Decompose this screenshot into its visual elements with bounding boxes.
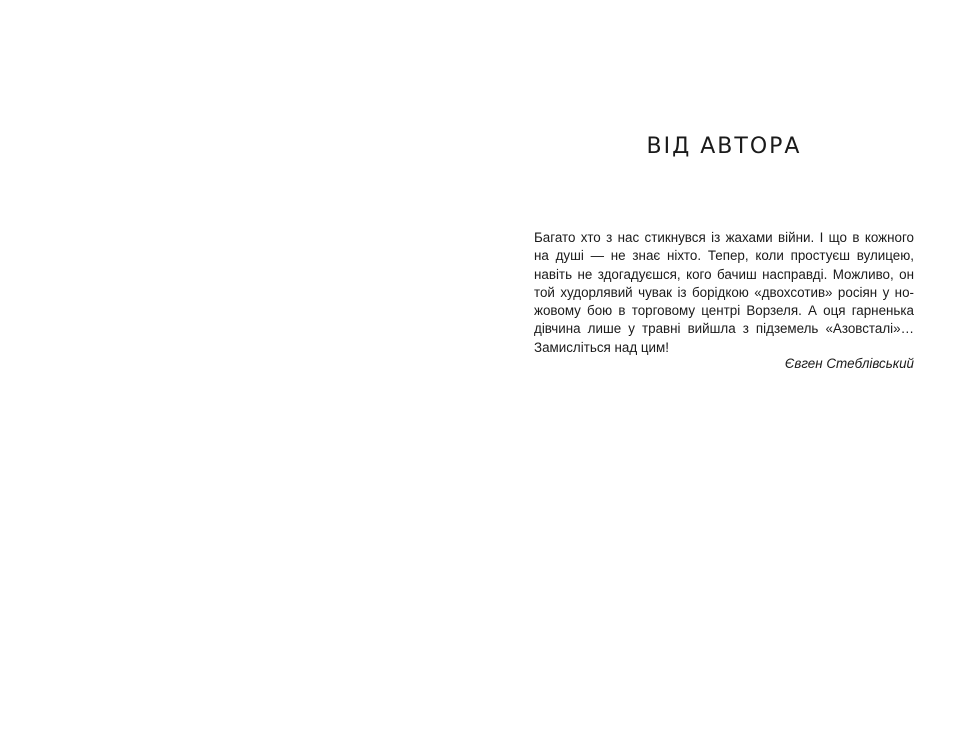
right-page: [485, 0, 970, 746]
section-heading: ВІД АВТОРА: [646, 134, 802, 159]
author-signature: Євген Стеблівський: [784, 356, 914, 371]
author-note-paragraph: Багато хто з нас стикнувся із жахами війни. І що в кожного на душі — не знає ніхто. Тепер, коли простуєш вулицею, навіть не здогадуєшся, кого бачиш насправді. Можливо, он той худорлявий чувак із борідкою «двохсотив» росіян у ножовому бою в торговому центрі Ворзеля. А оця гарненька дівчина лише у травні вийшла з підземель «Азовсталі»… Замисліться над цим!: [534, 230, 914, 355]
